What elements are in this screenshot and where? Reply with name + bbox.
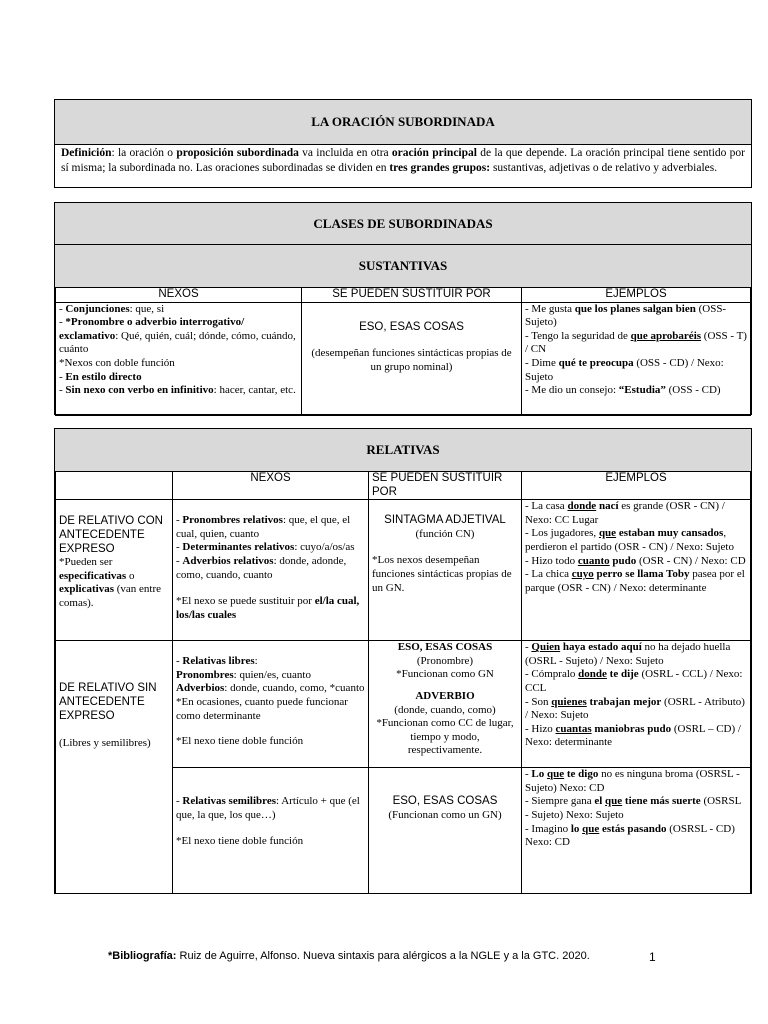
con-antecedente-ejemplos: - La casa donde nací es grande (OSR - CN) / Nexo: CC Lugar - Los jugadores, que estaban muy cansados, perdieron el partido (OSR - CN) / Nexo: Sujeto - Hizo todo cuanto pudo (OSR - CN) / Nexo: CD - La chica cuyo perro se llama Toby pasea por el parque (OSR - CN) / Nexo: determinante <box>522 500 751 641</box>
semilibres-sustituir: ESO, ESAS COSAS (Funcionan como un GN) <box>369 768 522 894</box>
relativas-title: RELATIVAS <box>55 429 751 471</box>
col-nexos: NEXOS <box>56 288 302 303</box>
table-header-row <box>56 288 751 303</box>
libres-ejemplos: - Quien haya estado aquí no ha dejado huella (OSRL - Sujeto) / Nexo: Sujeto - Cómpralo donde te dije (OSRL - CCL) / Nexo: CCL - Son quienes trabajan mejor (OSRL - Atributo) / Nexo: Sujeto - Hizo cuantas maniobras pudo (OSRL – CD) / Nexo: determinante <box>522 641 751 768</box>
definition-label: Definición <box>61 147 112 159</box>
table-row <box>56 641 751 768</box>
col-ejemplos: EJEMPLOS <box>522 288 751 303</box>
col-nexos: NEXOS <box>173 472 369 500</box>
main-title: LA ORACIÓN SUBORDINADA <box>55 100 751 145</box>
definition-text: Definición: la oración o proposición subordinada va incluida en otra oración principal de la que depende. La oración principal tiene sentido por sí misma; la subordinada no. Las oraciones subordinadas se dividen en tres grandes grupos: sustantivas, adjetivas o de relativo y adverbiales. <box>61 147 746 174</box>
relativas-table <box>55 471 751 894</box>
col-sustituir: SE PUEDEN SUSTITUIR POR <box>369 472 522 500</box>
semilibres-ejemplos: - Lo que te digo no es ninguna broma (OSRSL - Sujeto) Nexo: CD - Siempre gana el que tiene más suerte (OSRSL - Sujeto) Nexo: Sujeto - Imagino lo que estás pasando (OSRSL - CD) Nexo: CD <box>522 768 751 894</box>
sustantivas-nexos: - Conjunciones: que, si - *Pronombre o adverbio interrogativo/ exclamativo: Qué, quién, cuál; dónde, cómo, cuándo, cuánto *Nexos con doble función - En estilo directo - Sin nexo con verbo en infinitivo: hacer, cantar, etc. <box>56 302 302 415</box>
libres-sustituir: ESO, ESAS COSAS (Pronombre) *Funcionan como GN ADVERBIO (donde, cuando, como) *Funcionan como CC de lugar, tiempo y modo, respectivamente. <box>369 641 522 768</box>
sustantivas-table <box>55 287 751 416</box>
row-label-con-antecedente: DE RELATIVO CON ANTECEDENTE EXPRESO *Pueden ser especificativas o explicativas (van entre comas). <box>56 500 173 641</box>
col-sustituir: SE PUEDEN SUSTITUIR POR <box>302 288 522 303</box>
bibliography-footer: *Bibliografía: Ruiz de Aguirre, Alfonso. Nueva sintaxis para alérgicos a la NGLE y a la GTC. 2020. <box>108 950 590 962</box>
sustantivas-box <box>54 202 752 415</box>
sustantivas-sustituir: ESO, ESAS COSAS (desempeñan funciones sintácticas propias de un grupo nominal) <box>302 302 522 415</box>
row-label-sin-antecedente: DE RELATIVO SIN ANTECEDENTE EXPRESO (Libres y semilibres) <box>56 641 173 894</box>
sustantivas-ejemplos: - Me gusta que los planes salgan bien (OSS- Sujeto) - Tengo la seguridad de que aprobaréis (OSS - T) / CN - Dime qué te preocupa (OSS - CD) / Nexo: Sujeto - Me dio un consejo: “Estudia” (OSS - CD) <box>522 302 751 415</box>
con-antecedente-nexos: - Pronombres relativos: que, el que, el cual, quien, cuanto - Determinantes relativos: cuyo/a/os/as - Adverbios relativos: donde, adonde, como, cuando, cuanto *El nexo se puede sustituir por el/la cual, los/las cuales <box>173 500 369 641</box>
col-ejemplos: EJEMPLOS <box>522 472 751 500</box>
semilibres-nexos: - Relativas semilibres: Artículo + que (el que, la que, los que…) *El nexo tiene doble función <box>173 768 369 894</box>
page-number: 1 <box>649 950 656 964</box>
clases-title: CLASES DE SUBORDINADAS <box>55 203 751 245</box>
title-box <box>54 99 752 188</box>
table-row <box>56 500 751 641</box>
sustantivas-title: SUSTANTIVAS <box>55 245 751 287</box>
relativas-box <box>54 428 752 894</box>
con-antecedente-sustituir: SINTAGMA ADJETIVAL (función CN) *Los nexos desempeñan funciones sintácticas propias de un GN. <box>369 500 522 641</box>
table-row <box>56 302 751 415</box>
table-header-row <box>56 472 751 500</box>
libres-nexos: - Relativas libres: Pronombres: quien/es, cuanto Adverbios: donde, cuando, como, *cuanto *En ocasiones, cuanto puede funcionar como determinante *El nexo tiene doble función <box>173 641 369 768</box>
